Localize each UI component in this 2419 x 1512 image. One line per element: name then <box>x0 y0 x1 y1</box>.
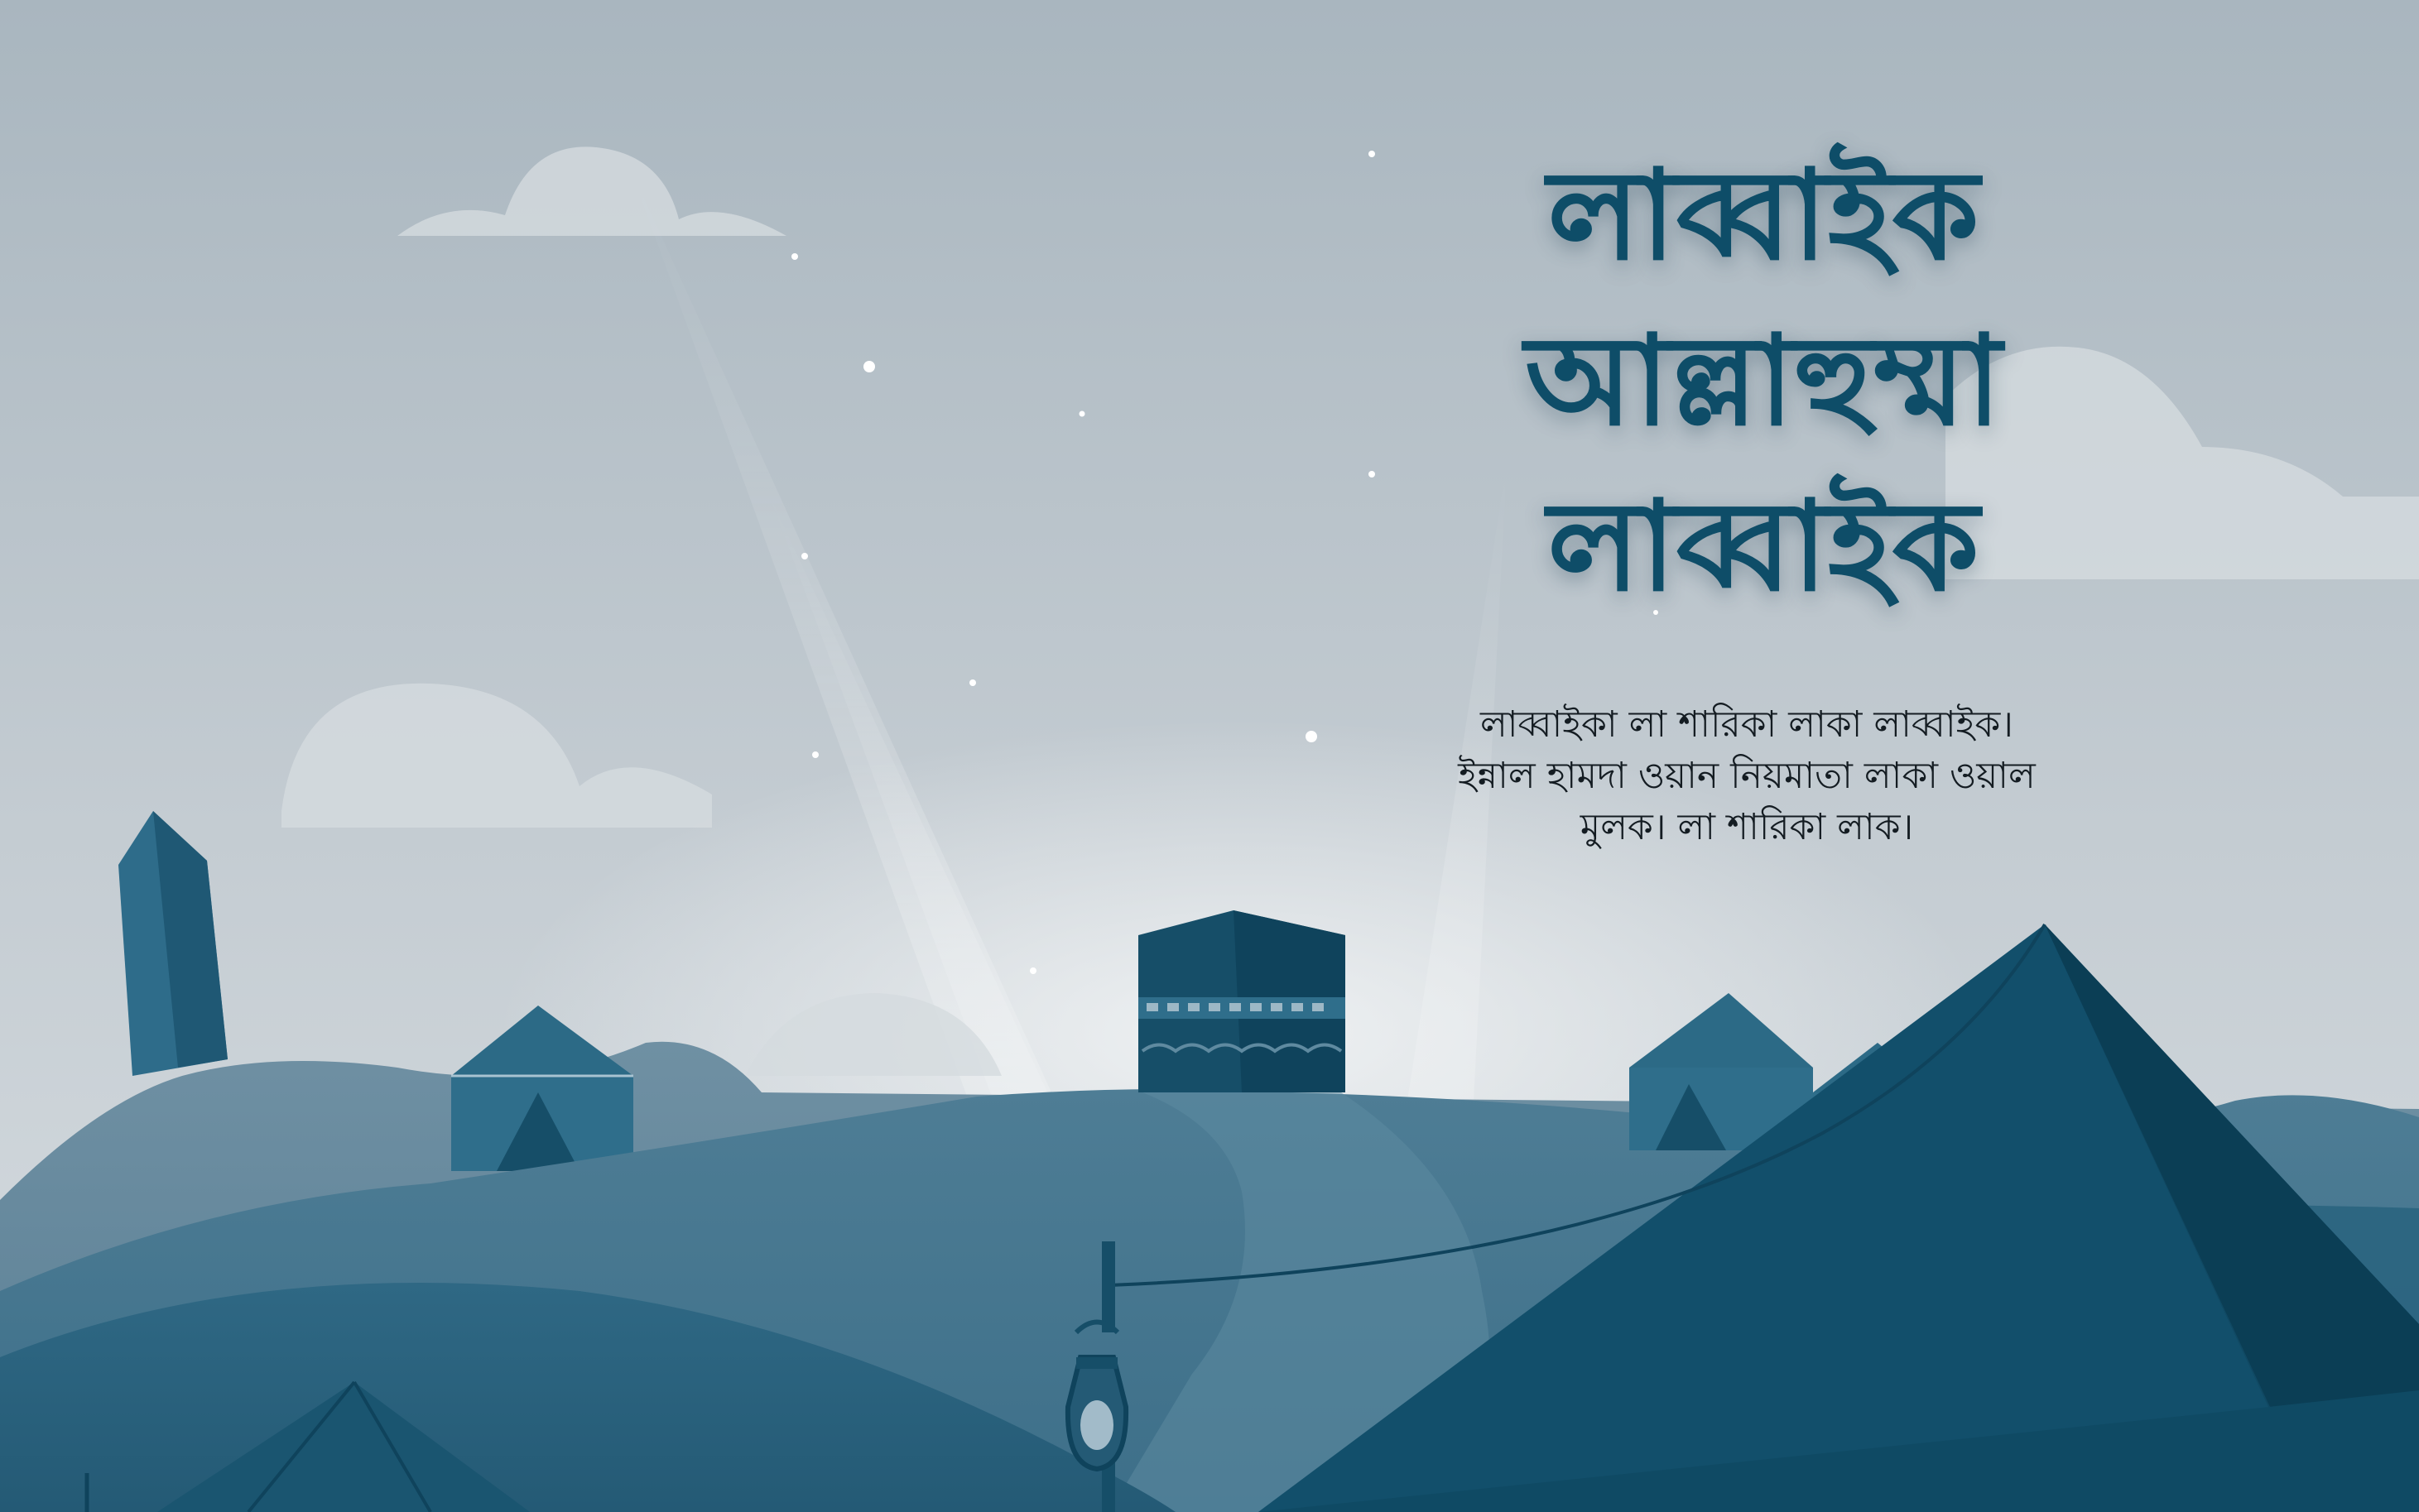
talbiyah-line-2: ইন্নাল হামদা ওয়ান নিয়মাতা লাকা ওয়াল <box>1458 755 2036 797</box>
talbiyah-line-1: লাব্বাইকা লা শারিকা লাকা লাব্বাইক। <box>1479 703 2014 746</box>
title-calligraphy <box>1399 132 2128 629</box>
talbiyah-line-3: মুলক। লা শারিকা লাক। <box>1580 806 1914 848</box>
title-line-3: লাব্বাইক <box>1547 473 1979 619</box>
title-line-2: আল্লাহুম্মা <box>1525 308 2002 454</box>
talbiyah-text <box>1407 699 2086 853</box>
title-line-1: লাব্বাইক <box>1547 142 1979 288</box>
kaaba-icon <box>1138 910 1345 1092</box>
